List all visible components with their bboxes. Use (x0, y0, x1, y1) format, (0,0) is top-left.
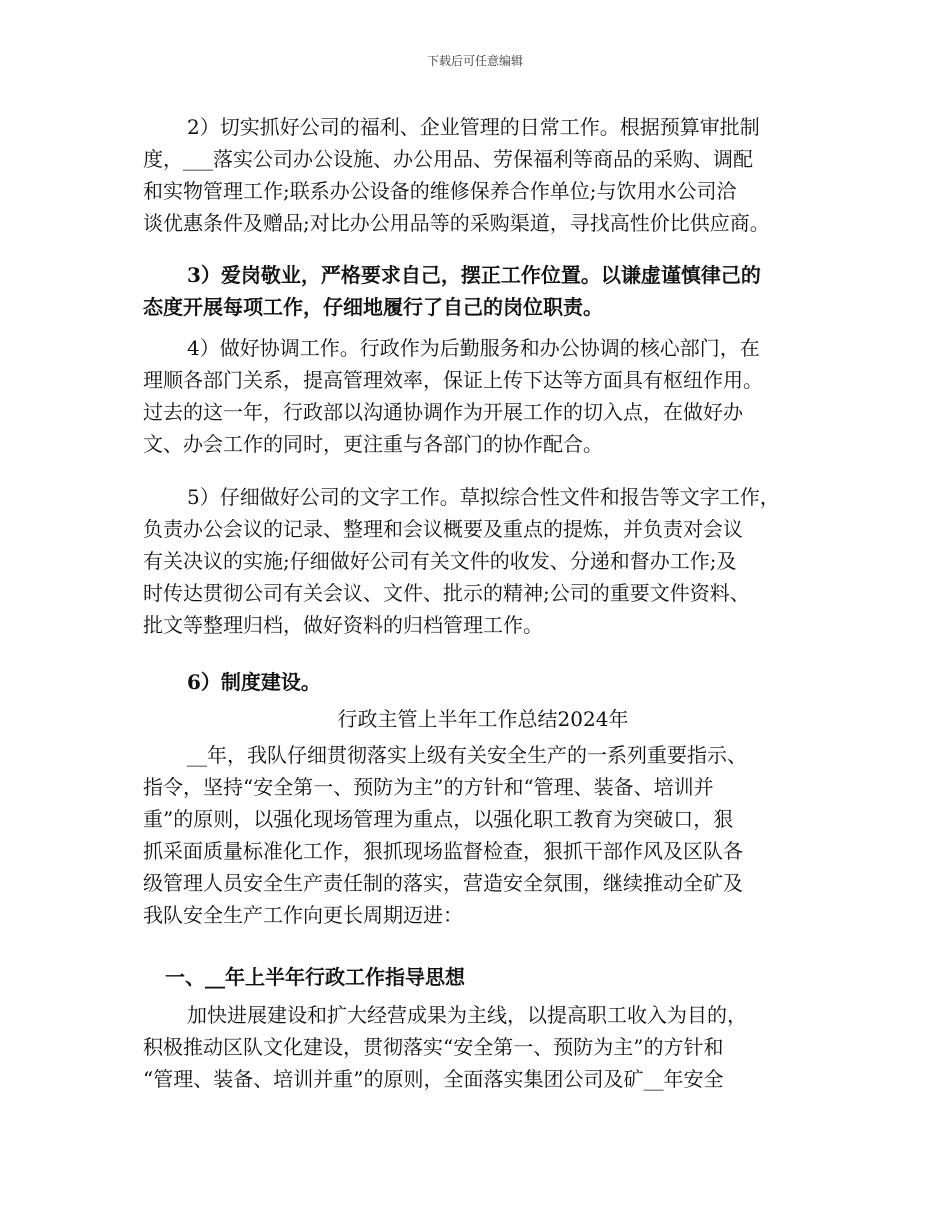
page-header: 下载后可任意编辑 (426, 54, 523, 68)
text-line: 我队安全生产工作向更长周期迈进： (143, 903, 463, 927)
text-line: 积极推动区队文化建设，贯彻落实“安全第一、预防为主”的方针和 (143, 1035, 724, 1059)
paragraph-welfare (143, 111, 823, 239)
text-line: 度，___落实公司办公设施、办公用品、劳保福利等商品的采购、调配 (143, 147, 753, 171)
text-line: 理顺各部门关系，提高管理效率，保证上传下达等方面具有枢纽作用。 (143, 368, 763, 392)
text-line: __年，我队仔细贯彻落实上级有关安全生产的一系列重要指示、 (187, 743, 747, 767)
text-line: 文、办会工作的同时，更注重与各部门的协作配合。 (143, 432, 603, 456)
text-line: 过去的这一年，行政部以沟通协调作为开展工作的切入点，在做好办 (143, 400, 743, 424)
text-line: 5）仔细做好公司的文字工作。草拟综合性文件和报告等文字工作， (187, 485, 780, 509)
text-line: 4）做好协调工作。行政作为后勤服务和办公协调的核心部门，在 (187, 336, 760, 360)
paragraph-writing (143, 481, 823, 641)
text-line: 级管理人员安全生产责任制的落实，营造安全氛围，继续推动全矿及 (143, 871, 743, 895)
paragraph-system (143, 666, 823, 698)
text-line: 6）制度建设。 (187, 670, 321, 694)
text-line: 谈优惠条件及赠品;对比办公用品等的采购渠道，寻找高性价比供应商。 (143, 211, 770, 235)
text-line: 指令，坚持“安全第一、预防为主”的方针和“管理、装备、培训并 (143, 775, 714, 799)
text-line: “管理、装备、培训并重”的原则，全面落实集团公司及矿__年安全 (143, 1067, 724, 1091)
text-line: 负责办公会议的记录、整理和会议概要及重点的提炼，并负责对会议 (143, 517, 743, 541)
text-line: 3）爱岗敬业，严格要求自己，摆正工作位置。以谦虚谨慎律己的 (187, 263, 761, 287)
paragraph-safety (143, 739, 823, 931)
paragraph-guiding-content (143, 999, 823, 1095)
section-title: 行政主管上半年工作总结2024年 (337, 707, 629, 731)
paragraph-dedication (143, 259, 823, 323)
heading-guiding-thought (143, 961, 823, 993)
text-line: 2）切实抓好公司的福利、企业管理的日常工作。根据预算审批制 (187, 115, 760, 139)
text-line: 时传达贯彻公司有关会议、文件、批示的精神;公司的重要文件资料、 (143, 581, 750, 605)
text-line: 加快进展建设和扩大经营成果为主线，以提高职工收入为目的， (187, 1003, 747, 1027)
text-line: 重”的原则，以强化现场管理为重点，以强化职工教育为突破口，狠 (143, 807, 734, 831)
text-line: 抓采面质量标准化工作，狠抓现场监督检查，狠抓干部作风及区队各 (143, 839, 743, 863)
text-line: 有关决议的实施;仔细做好公司有关文件的收发、分递和督办工作;及 (143, 549, 737, 573)
paragraph-coordination (143, 332, 823, 460)
text-line: 批文等整理归档，做好资料的归档管理工作。 (143, 613, 543, 637)
text-line: 一、__年上半年行政工作指导思想 (165, 965, 465, 989)
text-line: 和实物管理工作;联系办公设备的维修保养合作单位;与饮用水公司洽 (143, 179, 737, 203)
text-line: 态度开展每项工作，仔细地履行了自己的岗位职责。 (143, 295, 603, 319)
